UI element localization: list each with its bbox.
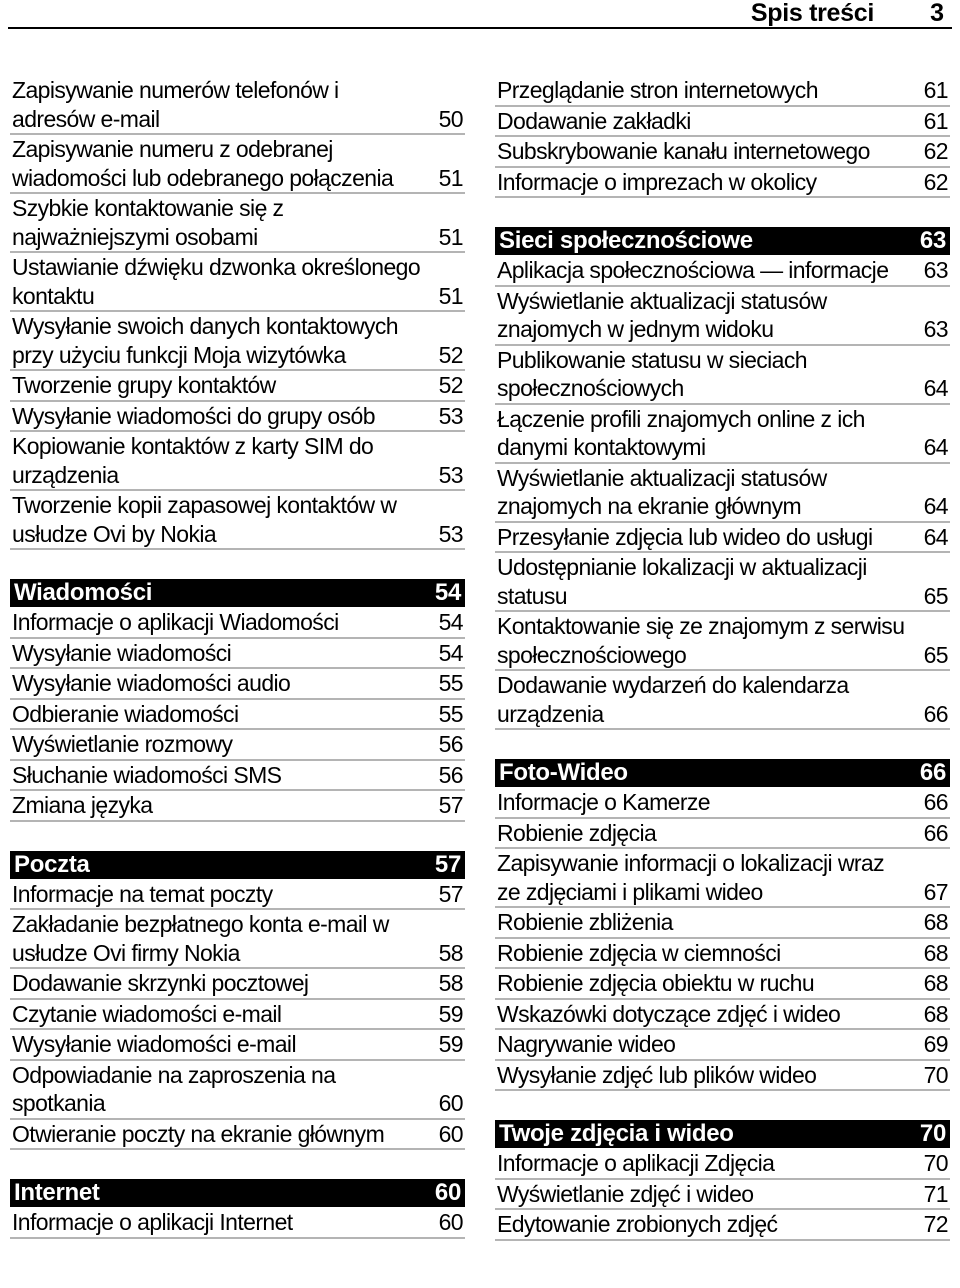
toc-entry[interactable] — [10, 432, 465, 491]
entry-page-number: 65 — [923, 582, 948, 609]
entry-title: Kopiowanie kontaktów z karty SIM do urządzenia — [12, 433, 374, 488]
entry-page-number: 59 — [438, 1000, 463, 1027]
section-title: Sieci społecznościowe — [499, 227, 753, 254]
entry-title: Tworzenie grupy kontaktów — [12, 372, 276, 398]
toc-entry[interactable] — [495, 523, 950, 554]
entry-title: Wyświetlanie zdjęć i wideo — [497, 1180, 754, 1207]
entry-title: Informacje o Kamerze — [497, 789, 710, 815]
entry-title: Edytowanie zrobionych zdjęć — [497, 1211, 778, 1237]
toc-section-header[interactable] — [10, 851, 465, 879]
entry-page-number: 64 — [923, 434, 948, 460]
section-title: Poczta — [14, 850, 90, 878]
entry-page-number: 69 — [923, 1031, 948, 1057]
entry-title: Zapisywanie numeru z odebranej wiadomości lub odebranego połączenia — [12, 136, 394, 191]
entry-title: Zapisywanie numerów telefonów i adresów e-mail — [12, 77, 339, 132]
entry-title: Szybkie kontaktowanie się z najważniejszymi osobami — [12, 195, 284, 250]
entry-page-number: 64 — [923, 493, 948, 519]
entry-page-number: 65 — [923, 641, 948, 668]
toc-entry[interactable] — [495, 849, 950, 908]
entry-title: Nagrywanie wideo — [497, 1031, 676, 1057]
header-page-number: 3 — [930, 0, 944, 27]
toc-entry[interactable] — [10, 135, 465, 194]
toc-entry[interactable] — [10, 639, 465, 670]
toc-entry[interactable] — [495, 405, 950, 464]
entry-page-number: 60 — [438, 1209, 463, 1235]
entry-title: Udostępnianie lokalizacji w aktualizacji statusu — [497, 554, 867, 609]
entry-page-number: 60 — [438, 1120, 463, 1147]
toc-entry[interactable] — [10, 969, 465, 1000]
entry-page-number: 51 — [438, 164, 463, 191]
toc-section-header[interactable] — [495, 759, 950, 787]
entry-page-number: 56 — [438, 731, 463, 757]
entry-page-number: 54 — [438, 609, 463, 635]
entry-title: Wyświetlanie aktualizacji statusów znajomych w jednym widoku — [497, 287, 827, 342]
entry-title: Dodawanie wydarzeń do kalendarza urządzenia — [497, 672, 849, 727]
entry-page-number: 53 — [438, 402, 463, 429]
entry-page-number: 63 — [923, 316, 948, 342]
entry-page-number: 68 — [923, 1000, 948, 1027]
toc-entry[interactable] — [495, 256, 950, 287]
toc-entry[interactable] — [495, 346, 950, 405]
entry-title: Robienie zdjęcia w ciemności — [497, 939, 781, 966]
toc-entry[interactable] — [495, 76, 950, 107]
entry-page-number: 66 — [923, 819, 948, 846]
entry-title: Ustawianie dźwięku dzwonka określonego kontaktu — [12, 254, 421, 309]
page-title: Spis treści — [750, 0, 874, 27]
section-page-number: 60 — [434, 1179, 461, 1206]
entry-title: Tworzenie kopii zapasowej kontaktów w usłudze Ovi by Nokia — [12, 492, 397, 547]
toc-entry[interactable] — [495, 939, 950, 970]
toc-entry[interactable] — [495, 819, 950, 850]
toc-entry[interactable] — [10, 312, 465, 371]
entry-title: Zakładanie bezpłatnego konta e-mail w usłudze Ovi firmy Nokia — [12, 911, 389, 966]
toc-entry[interactable] — [10, 1000, 465, 1031]
toc-section-header[interactable] — [495, 227, 950, 255]
page-header — [8, 0, 952, 29]
entry-page-number: 70 — [923, 1061, 948, 1088]
entry-title: Zmiana języka — [12, 792, 153, 818]
entry-title: Czytanie wiadomości e-mail — [12, 1000, 282, 1027]
entry-page-number: 63 — [923, 257, 948, 283]
toc-entry[interactable] — [495, 908, 950, 939]
toc-entry[interactable] — [10, 910, 465, 969]
entry-title: Informacje na temat poczty — [12, 880, 273, 907]
entry-title: Robienie zbliżenia — [497, 909, 673, 935]
entry-title: Przesyłanie zdjęcia lub wideo do usługi — [497, 523, 873, 550]
entry-page-number: 62 — [923, 138, 948, 164]
entry-title: Przeglądanie stron internetowych — [497, 77, 818, 103]
entry-page-number: 57 — [438, 792, 463, 818]
entry-page-number: 62 — [923, 168, 948, 195]
toc-entry[interactable] — [495, 464, 950, 523]
section-page-number: 54 — [434, 579, 461, 606]
entry-title: Robienie zdjęcia — [497, 819, 657, 846]
entry-title: Subskrybowanie kanału internetowego — [497, 138, 870, 164]
toc-entry[interactable] — [495, 1210, 950, 1241]
entry-title: Publikowanie statusu w sieciach społecznościowych — [497, 346, 807, 401]
entry-title: Odpowiadanie na zaproszenia na spotkania — [12, 1061, 336, 1116]
toc-entry[interactable] — [10, 1120, 465, 1151]
entry-title: Aplikacja społecznościowa — informacje — [497, 257, 889, 283]
entry-page-number: 57 — [438, 880, 463, 907]
entry-title: Słuchanie wiadomości SMS — [12, 761, 282, 788]
section-page-number: 66 — [919, 759, 946, 786]
entry-page-number: 71 — [923, 1180, 948, 1207]
entry-title: Wyświetlanie rozmowy — [12, 731, 233, 757]
toc-entry[interactable] — [10, 791, 465, 822]
section-title: Twoje zdjęcia i wideo — [499, 1120, 734, 1147]
entry-title: Informacje o aplikacji Wiadomości — [12, 609, 339, 635]
entry-title: Informacje o imprezach w okolicy — [497, 168, 817, 195]
entry-page-number: 68 — [923, 970, 948, 996]
entry-page-number: 61 — [923, 77, 948, 103]
entry-title: Robienie zdjęcia obiektu w ruchu — [497, 970, 815, 996]
toc-entry[interactable] — [10, 491, 465, 550]
entry-page-number: 67 — [923, 878, 948, 905]
entry-page-number: 53 — [438, 461, 463, 488]
entry-title: Łączenie profili znajomych online z ich danymi kontaktowymi — [497, 405, 865, 460]
entry-page-number: 54 — [438, 639, 463, 666]
entry-page-number: 60 — [438, 1090, 463, 1116]
toc-entry[interactable] — [10, 608, 465, 639]
entry-page-number: 59 — [438, 1031, 463, 1057]
toc-entry[interactable] — [10, 1061, 465, 1120]
entry-page-number: 72 — [923, 1211, 948, 1237]
entry-page-number: 55 — [438, 700, 463, 727]
section-page-number: 70 — [919, 1120, 946, 1147]
entry-page-number: 52 — [438, 341, 463, 368]
entry-page-number: 68 — [923, 909, 948, 935]
toc-entry[interactable] — [495, 969, 950, 1000]
entry-page-number: 52 — [438, 372, 463, 398]
toc-entry[interactable] — [10, 371, 465, 402]
entry-page-number: 61 — [923, 107, 948, 134]
entry-title: Odbieranie wiadomości — [12, 700, 239, 727]
toc-entry[interactable] — [495, 612, 950, 671]
entry-page-number: 64 — [923, 523, 948, 550]
entry-page-number: 55 — [438, 670, 463, 696]
section-title: Wiadomości — [14, 579, 153, 606]
section-title: Foto-Wideo — [499, 759, 628, 786]
entry-page-number: 53 — [438, 520, 463, 547]
toc-entry[interactable] — [495, 287, 950, 346]
entry-title: Informacje o aplikacji Internet — [12, 1209, 293, 1235]
toc-section-header[interactable] — [10, 1179, 465, 1207]
entry-page-number: 58 — [438, 970, 463, 996]
entry-title: Otwieranie poczty na ekranie głównym — [12, 1120, 385, 1147]
entry-page-number: 51 — [438, 223, 463, 250]
toc-entry[interactable] — [495, 553, 950, 612]
entry-title: Wysyłanie wiadomości — [12, 639, 232, 666]
entry-page-number: 66 — [923, 700, 948, 727]
entry-title: Wysyłanie wiadomości e-mail — [12, 1031, 296, 1057]
entry-page-number: 66 — [923, 789, 948, 815]
toc-entry[interactable] — [10, 730, 465, 761]
toc-entry[interactable] — [10, 253, 465, 312]
toc-entry[interactable] — [495, 1180, 950, 1211]
entry-title: Wysyłanie wiadomości audio — [12, 670, 291, 696]
toc-left-column — [10, 76, 465, 1239]
entry-title: Wyświetlanie aktualizacji statusów znajomych na ekranie głównym — [497, 464, 827, 519]
entry-title: Wskazówki dotyczące zdjęć i wideo — [497, 1000, 841, 1027]
toc-entry[interactable] — [10, 194, 465, 253]
toc-entry[interactable] — [495, 1061, 950, 1092]
section-page-number: 63 — [919, 227, 946, 254]
entry-page-number: 58 — [438, 939, 463, 966]
toc-entry[interactable] — [495, 107, 950, 138]
toc-entry[interactable] — [495, 671, 950, 730]
section-title: Internet — [14, 1179, 100, 1206]
toc-entry[interactable] — [10, 1030, 465, 1061]
toc-entry[interactable] — [10, 669, 465, 700]
toc-entry[interactable] — [495, 1149, 950, 1180]
entry-title: Informacje o aplikacji Zdjęcia — [497, 1150, 775, 1176]
section-page-number: 57 — [434, 850, 461, 878]
toc-section-header[interactable] — [495, 1120, 950, 1148]
toc-entry[interactable] — [10, 1208, 465, 1239]
entry-title: Zapisywanie informacji o lokalizacji wraz ze zdjęciami i plikami wideo — [497, 850, 884, 905]
toc-entry[interactable] — [495, 1000, 950, 1031]
entry-title: Dodawanie skrzynki pocztowej — [12, 970, 309, 996]
toc-entry[interactable] — [10, 402, 465, 433]
toc-section-header[interactable] — [10, 579, 465, 607]
toc-entry[interactable] — [10, 761, 465, 792]
entry-title: Wysyłanie swoich danych kontaktowych przy użyciu funkcji Moja wizytówka — [12, 313, 398, 368]
entry-page-number: 56 — [438, 761, 463, 788]
toc-entry[interactable] — [495, 168, 950, 199]
toc-entry[interactable] — [495, 137, 950, 168]
toc-entry[interactable] — [10, 880, 465, 911]
entry-page-number: 50 — [438, 105, 463, 132]
entry-page-number: 70 — [923, 1150, 948, 1176]
entry-page-number: 51 — [438, 282, 463, 309]
entry-title: Dodawanie zakładki — [497, 107, 691, 134]
entry-title: Wysyłanie wiadomości do grupy osób — [12, 402, 375, 429]
toc-entry[interactable] — [495, 1030, 950, 1061]
entry-page-number: 64 — [923, 375, 948, 401]
toc-entry[interactable] — [10, 76, 465, 135]
toc-entry[interactable] — [495, 788, 950, 819]
entry-title: Kontaktowanie się ze znajomym z serwisu społecznościowego — [497, 613, 905, 668]
entry-page-number: 68 — [923, 939, 948, 966]
toc-right-column — [495, 76, 950, 1241]
entry-title: Wysyłanie zdjęć lub plików wideo — [497, 1061, 817, 1088]
toc-entry[interactable] — [10, 700, 465, 731]
